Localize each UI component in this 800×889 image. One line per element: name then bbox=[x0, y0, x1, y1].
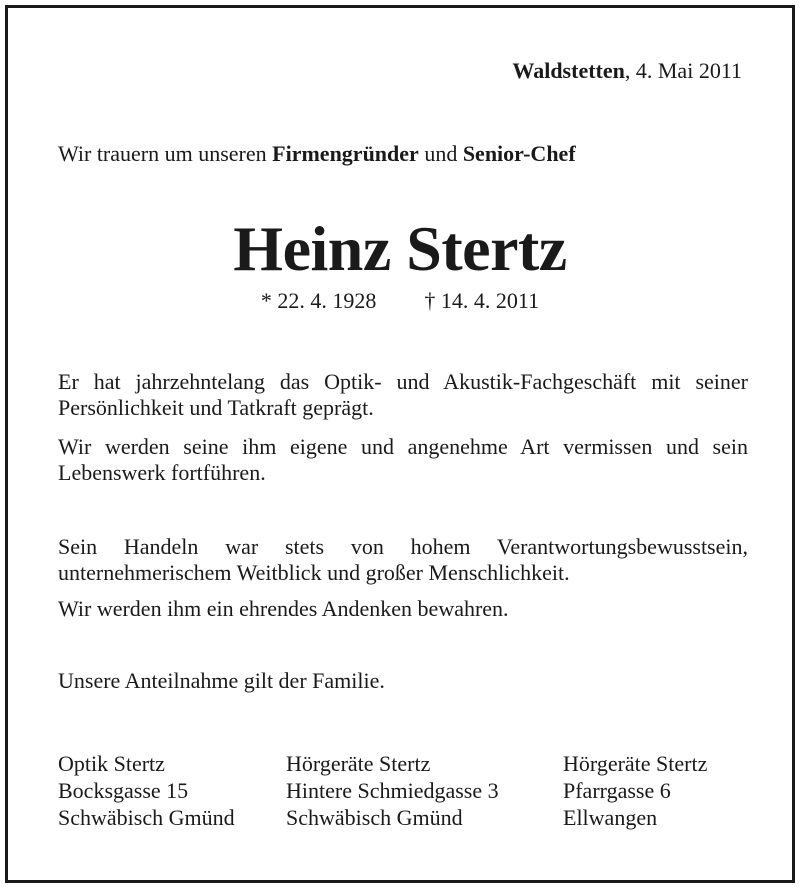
address-street: Hintere Schmiedgasse 3 bbox=[286, 778, 499, 803]
date: , 4. Mai 2011 bbox=[624, 58, 742, 83]
birth-date: * 22. 4. 1928 bbox=[260, 288, 377, 313]
place: Waldstetten bbox=[512, 58, 625, 83]
intro-title-founder: Firmengründer bbox=[272, 141, 419, 166]
address-city: Schwäbisch Gmünd bbox=[286, 805, 463, 830]
address-city: Schwäbisch Gmünd bbox=[58, 805, 235, 830]
paragraph-career: Er hat jahrzehntelang das Optik- und Akustik-Fachgeschäft mit seiner Persönlichkeit und Tatkraft geprägt. bbox=[58, 369, 748, 420]
deceased-name: Heinz Stertz bbox=[233, 213, 567, 284]
address-company: Hörgeräte Stertz bbox=[286, 751, 431, 776]
address-company: Optik Stertz bbox=[58, 751, 165, 776]
intro-line bbox=[58, 141, 576, 167]
address-block-optik bbox=[58, 750, 235, 831]
intro-prefix: Wir trauern um unseren bbox=[58, 141, 273, 166]
address-city: Ellwangen bbox=[563, 805, 658, 830]
address-block-hoergeraete-ellwangen bbox=[563, 750, 707, 831]
intro-connector: und bbox=[418, 141, 463, 166]
paragraph-character: Sein Handeln war stets von hohem Verantwortungsbewusstsein, unternehmerischem Weitblick und großer Menschlichkeit. bbox=[58, 534, 748, 585]
paragraph-legacy: Wir werden seine ihm eigene und angenehme Art vermissen und sein Lebenswerk fortführen. bbox=[58, 434, 748, 485]
address-street: Pfarrgasse 6 bbox=[563, 778, 671, 803]
address-company: Hörgeräte Stertz bbox=[563, 751, 708, 776]
address-block-hoergeraete-gmuend bbox=[286, 750, 499, 831]
intro-title-senior: Senior-Chef bbox=[462, 141, 576, 166]
place-date-line bbox=[512, 58, 742, 84]
life-dates bbox=[0, 288, 800, 314]
address-street: Bocksgasse 15 bbox=[58, 778, 189, 803]
death-date: † 14. 4. 2011 bbox=[424, 288, 540, 313]
paragraph-remembrance: Wir werden ihm ein ehrendes Andenken bewahren. bbox=[58, 596, 509, 621]
paragraph-condolence: Unsere Anteilnahme gilt der Familie. bbox=[58, 668, 385, 693]
